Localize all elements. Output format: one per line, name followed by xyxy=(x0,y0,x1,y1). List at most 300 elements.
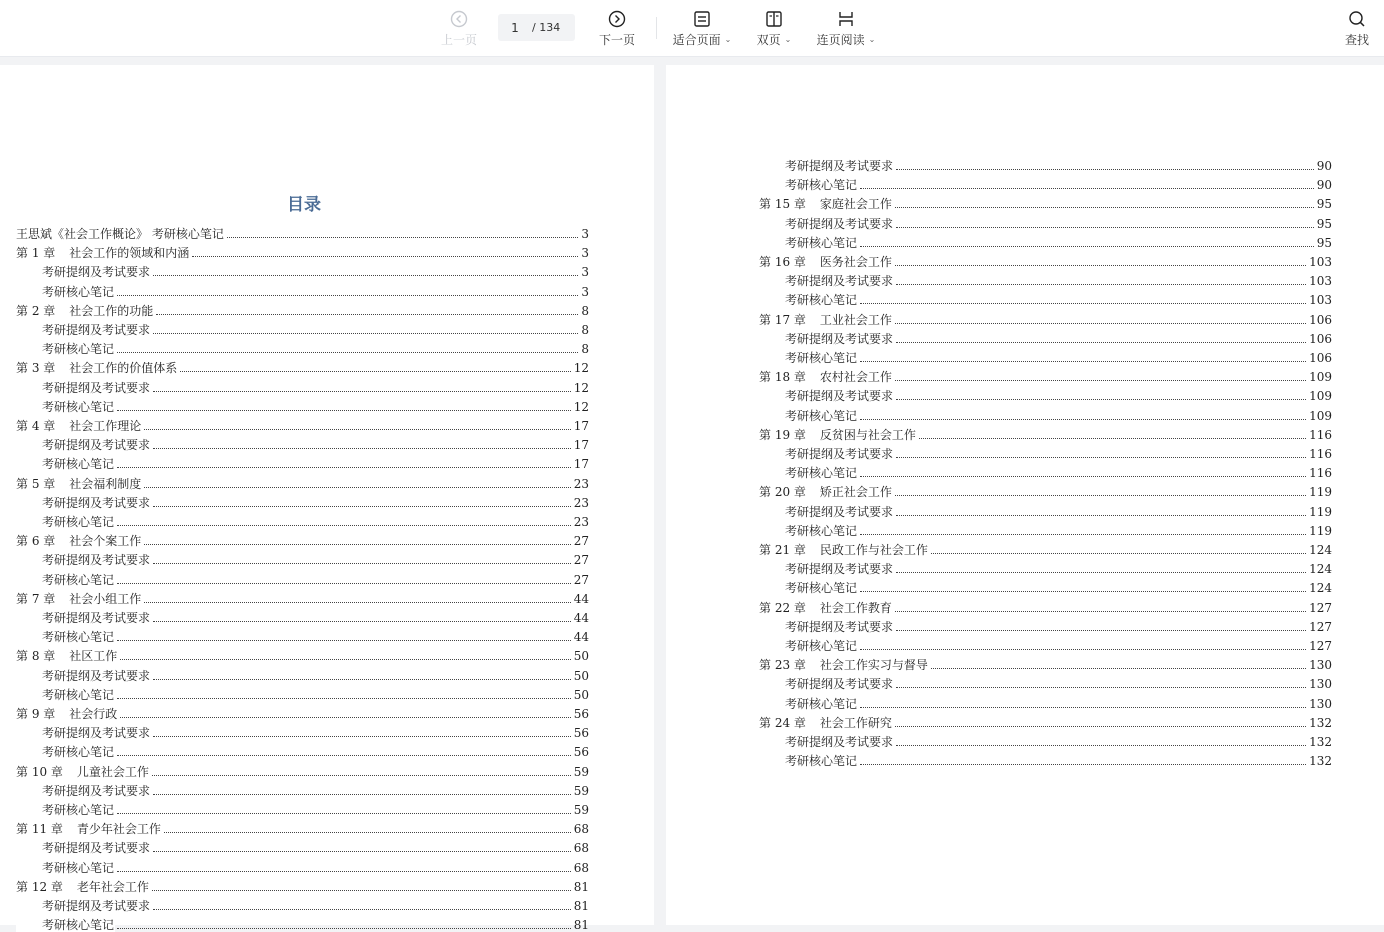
toc-entry-title: 考研核心笔记 xyxy=(42,572,115,587)
toc-leader-dots xyxy=(117,871,571,872)
toc-subentry[interactable] xyxy=(16,510,589,529)
toc-entry-title: 社会工作的价值体系 xyxy=(69,361,178,376)
toc-page-number: 8 xyxy=(581,303,589,318)
prev-page-label: 上一页 xyxy=(440,33,477,47)
toc-subentry[interactable] xyxy=(16,260,589,279)
toc-subentry[interactable] xyxy=(759,173,1332,192)
toc-entry[interactable] xyxy=(759,653,1332,672)
toc-leader-dots xyxy=(860,303,1306,304)
toc-entry-title: 考研提纲及考试要求 xyxy=(785,447,894,461)
toc-leader-dots xyxy=(931,553,1306,554)
toc-subentry[interactable] xyxy=(16,836,589,855)
toc-subentry[interactable] xyxy=(16,395,589,414)
toc-page-number: 116 xyxy=(1309,447,1332,461)
toc-leader-dots xyxy=(895,323,1306,324)
toc-page-number: 27 xyxy=(573,553,589,568)
toc-leader-dots xyxy=(117,755,571,756)
toc-entry[interactable] xyxy=(16,414,589,433)
chevron-down-icon: ⌄ xyxy=(724,35,732,44)
toc-subentry[interactable] xyxy=(759,576,1332,595)
toc-page-number: 68 xyxy=(573,860,589,875)
toc-leader-dots xyxy=(117,410,571,411)
document-page-left xyxy=(0,65,654,932)
toc-entry-title: 考研提纲及考试要求 xyxy=(785,677,894,692)
toc-entry-title: 青少年社会工作 xyxy=(76,822,161,837)
toc-page-number: 3 xyxy=(581,227,589,241)
toc-chapter-number: 第 10 章 xyxy=(16,764,63,779)
toc-entry-title: 考研核心笔记 xyxy=(785,639,858,653)
toc-page-number: 127 xyxy=(1309,619,1332,634)
toc-entry[interactable] xyxy=(16,587,589,606)
toc-leader-dots xyxy=(895,265,1306,266)
toc-entry-title: 考研提纲及考试要求 xyxy=(785,274,894,289)
toc-subentry[interactable] xyxy=(759,519,1332,538)
toc-page-number: 23 xyxy=(573,515,589,529)
toc-page-number: 119 xyxy=(1309,523,1332,538)
toc-page-number: 50 xyxy=(573,668,589,683)
toc-chapter-number: 第 2 章 xyxy=(16,303,56,318)
toc-entry-title: 考研提纲及考试要求 xyxy=(785,504,894,519)
toc-leader-dots xyxy=(860,246,1314,247)
toc-entry-title: 考研核心笔记 xyxy=(42,860,115,875)
toc-leader-dots xyxy=(860,707,1306,708)
page-total: / 134 xyxy=(532,21,561,34)
toc-entry[interactable] xyxy=(759,192,1332,211)
toc-entry[interactable] xyxy=(16,875,589,894)
toc-title: 目录 xyxy=(287,195,321,215)
fit-page-label: 适合页面 xyxy=(672,33,721,47)
toc-chapter-number: 第 4 章 xyxy=(16,419,56,433)
toc-subentry[interactable] xyxy=(16,491,589,510)
toc-entry-title: 考研核心笔记 xyxy=(785,351,858,365)
toc-chapter-number: 第 20 章 xyxy=(759,485,806,500)
toc-leader-dots xyxy=(117,352,578,353)
toc-page-number: 56 xyxy=(573,726,589,741)
toc-entry-title: 考研核心笔记 xyxy=(42,630,115,645)
toc-entry[interactable] xyxy=(759,250,1332,269)
toc-subentry[interactable] xyxy=(16,452,589,471)
toc-entry-title: 社会工作研究 xyxy=(819,715,892,730)
toc-entry-title: 矫正社会工作 xyxy=(819,485,892,500)
toc-entry-title: 考研提纲及考试要求 xyxy=(785,216,894,231)
fit-page-icon xyxy=(693,8,711,30)
toc-chapter-number: 第 15 章 xyxy=(759,197,806,212)
toc-leader-dots xyxy=(120,717,570,718)
toc-page-number: 119 xyxy=(1309,504,1332,519)
toc-leader-dots xyxy=(860,419,1306,420)
toc-subentry[interactable] xyxy=(759,749,1332,768)
toc-subentry[interactable] xyxy=(759,346,1332,365)
toc-entry-title: 考研提纲及考试要求 xyxy=(42,323,151,337)
toc-page-number: 68 xyxy=(573,841,589,856)
toc-leader-dots xyxy=(180,371,570,372)
toc-chapter-number: 第 21 章 xyxy=(759,543,806,557)
toc-page-number: 12 xyxy=(573,380,589,395)
toc-entry-title: 社会行政 xyxy=(69,707,118,721)
toc-entry-title: 考研核心笔记 xyxy=(785,235,858,250)
toc-leader-dots xyxy=(117,813,571,814)
toc-page-number: 109 xyxy=(1309,408,1332,423)
double-page-dropdown[interactable] xyxy=(755,8,793,50)
toc-leader-dots xyxy=(896,399,1306,400)
toc-entry-title: 反贫困与社会工作 xyxy=(819,427,916,442)
toc-chapter-number: 第 22 章 xyxy=(759,600,806,615)
toc-leader-dots xyxy=(896,169,1314,170)
toc-chapter-number: 第 8 章 xyxy=(16,649,56,664)
toc-leader-dots xyxy=(144,429,570,430)
toc-leader-dots xyxy=(117,640,571,641)
toc-entry-title: 考研核心笔记 xyxy=(785,523,858,538)
toc-page-number: 17 xyxy=(573,438,589,453)
toc-entry[interactable] xyxy=(16,817,589,836)
toc-entry-title: 社区工作 xyxy=(69,649,118,664)
toc-page-number: 3 xyxy=(581,284,589,299)
toc-entry[interactable] xyxy=(16,702,589,721)
toc-entry-title: 考研核心笔记 xyxy=(42,687,115,702)
toc-leader-dots xyxy=(153,909,571,910)
toc-entry-title: 儿童社会工作 xyxy=(76,764,149,779)
toc-chapter-number: 第 7 章 xyxy=(16,591,56,606)
toc-subentry[interactable] xyxy=(16,740,589,759)
toc-entry[interactable] xyxy=(16,529,589,548)
toc-page-number: 119 xyxy=(1309,485,1332,500)
toc-entry-title: 社会小组工作 xyxy=(69,591,142,606)
toc-entry-title: 考研提纲及考试要求 xyxy=(42,380,151,395)
toc-entry-title: 考研核心笔记 xyxy=(42,803,115,817)
toc-chapter-number: 第 12 章 xyxy=(16,879,63,894)
toc-leader-dots xyxy=(896,572,1306,573)
toc-subentry[interactable] xyxy=(16,280,589,299)
chevron-down-icon: ⌄ xyxy=(784,35,792,44)
toc-subentry[interactable] xyxy=(16,894,589,913)
toc-subentry[interactable] xyxy=(16,721,589,740)
toc-leader-dots xyxy=(895,726,1306,727)
toc-page-number: 106 xyxy=(1309,312,1332,327)
toc-page-number: 17 xyxy=(573,457,589,472)
prev-page-button[interactable] xyxy=(440,8,478,50)
toc-leader-dots xyxy=(895,611,1306,612)
toc-page-number: 59 xyxy=(573,803,589,817)
toc-entry[interactable] xyxy=(16,644,589,663)
toc-leader-dots xyxy=(144,487,570,488)
toc-page-number: 27 xyxy=(573,572,589,587)
toc-subentry[interactable] xyxy=(759,404,1332,423)
continuous-read-label: 连页阅读 xyxy=(816,33,865,47)
toc-subentry[interactable] xyxy=(16,606,589,625)
toc-entry-title: 考研核心笔记 xyxy=(42,457,115,472)
toc-page-number: 124 xyxy=(1309,543,1332,557)
search-button[interactable] xyxy=(1344,8,1370,50)
toc-entry-title: 考研核心笔记 xyxy=(42,515,115,529)
toc-subentry[interactable] xyxy=(759,212,1332,231)
toc-entry[interactable] xyxy=(759,538,1332,557)
toc-entry-title: 家庭社会工作 xyxy=(819,197,892,212)
toc-entry-title: 社会工作理论 xyxy=(69,419,142,433)
toc-leader-dots xyxy=(860,188,1314,189)
toc-leader-dots xyxy=(192,256,578,257)
toc-subentry[interactable] xyxy=(759,461,1332,480)
toc-entry-title: 医务社会工作 xyxy=(819,255,892,269)
toc-entry-title: 考研提纲及考试要求 xyxy=(42,899,151,913)
toc-subentry[interactable] xyxy=(759,692,1332,711)
toc-page-number: 106 xyxy=(1309,331,1332,346)
toc-chapter-number: 第 18 章 xyxy=(759,370,806,385)
toc-entry-title: 考研核心笔记 xyxy=(42,745,115,760)
toc-leader-dots xyxy=(860,534,1306,535)
page-indicator xyxy=(498,14,575,41)
toc-subentry[interactable] xyxy=(759,557,1332,576)
toc-page-number: 130 xyxy=(1309,658,1332,673)
toc-page-number: 44 xyxy=(573,591,589,606)
toc-page-number: 90 xyxy=(1316,178,1332,193)
toc-leader-dots xyxy=(153,679,571,680)
toc-leader-dots xyxy=(153,851,571,852)
toc-entry-title: 考研核心笔记 xyxy=(785,754,858,769)
toc-leader-dots xyxy=(153,736,571,737)
toolbar xyxy=(0,0,1384,57)
toc-entry[interactable] xyxy=(16,760,589,779)
toc-leader-dots xyxy=(895,495,1306,496)
toc-entry-title: 社会工作的领域和内涵 xyxy=(69,246,190,261)
search-label: 查找 xyxy=(1344,33,1369,47)
toc-page-number: 23 xyxy=(573,495,589,510)
toc-page-number: 130 xyxy=(1309,677,1332,692)
toc-leader-dots xyxy=(895,207,1314,208)
toc-entry-title: 社会工作实习与督导 xyxy=(819,658,928,673)
toc-subentry[interactable] xyxy=(759,442,1332,461)
toc-entry[interactable] xyxy=(759,596,1332,615)
toc-subentry[interactable] xyxy=(759,672,1332,691)
toc-subentry[interactable] xyxy=(16,798,589,817)
toc-subentry[interactable] xyxy=(759,269,1332,288)
toc-leader-dots xyxy=(153,275,578,276)
toc-entry-title: 考研核心笔记 xyxy=(785,696,858,711)
toc-subentry[interactable] xyxy=(759,615,1332,634)
toc-subentry[interactable] xyxy=(16,376,589,395)
toc-page-number: 8 xyxy=(581,342,589,357)
toc-entry-title: 考研提纲及考试要求 xyxy=(42,265,151,280)
toc-leader-dots xyxy=(153,333,578,334)
double-page-icon xyxy=(765,8,783,30)
toc-leader-dots xyxy=(896,630,1306,631)
toc-entry[interactable] xyxy=(759,711,1332,730)
toc-entry[interactable] xyxy=(759,308,1332,327)
toc-entry-title: 考研提纲及考试要求 xyxy=(42,611,151,625)
toc-page-number: 124 xyxy=(1309,562,1332,577)
toc-entry-title: 考研提纲及考试要求 xyxy=(785,331,894,346)
toc-entry-title: 社会个案工作 xyxy=(69,534,142,549)
toc-page-number: 116 xyxy=(1309,466,1332,481)
toc-entry[interactable] xyxy=(759,480,1332,499)
toc-leader-dots xyxy=(117,928,571,929)
toc-page-number: 27 xyxy=(573,534,589,549)
continuous-icon xyxy=(837,8,855,30)
toc-leader-dots xyxy=(164,832,571,833)
continuous-read-dropdown[interactable] xyxy=(815,8,877,50)
toc-subentry[interactable] xyxy=(16,548,589,567)
toc-page-number: 12 xyxy=(573,399,589,414)
toc-page-number: 50 xyxy=(573,649,589,664)
toc-page-number: 68 xyxy=(573,822,589,837)
toc-subentry[interactable] xyxy=(16,568,589,587)
toc-subentry[interactable] xyxy=(759,154,1332,173)
double-page-label: 双页 xyxy=(756,33,781,47)
toc-entry-title: 考研核心笔记 xyxy=(785,293,858,308)
toc-page-number: 95 xyxy=(1316,197,1332,212)
document-viewer xyxy=(0,63,1384,932)
toc-page-number: 50 xyxy=(573,687,589,702)
toc-subentry[interactable] xyxy=(759,288,1332,307)
toc-leader-dots xyxy=(896,745,1306,746)
toc-page-number: 81 xyxy=(573,918,589,932)
toc-leader-dots xyxy=(896,515,1306,516)
toc-entry[interactable] xyxy=(16,222,589,241)
toc-entry-title: 社会工作的功能 xyxy=(69,303,154,318)
toc-page-number: 8 xyxy=(581,323,589,337)
next-page-button[interactable] xyxy=(598,8,636,50)
toc-leader-dots xyxy=(153,794,571,795)
toc-subentry[interactable] xyxy=(16,433,589,452)
toc-subentry[interactable] xyxy=(759,500,1332,519)
toc-page-number: 132 xyxy=(1309,754,1332,769)
toc-leader-dots xyxy=(860,361,1306,362)
toc-page-number: 59 xyxy=(573,783,589,798)
toc-page-number: 12 xyxy=(573,361,589,376)
toc-subentry[interactable] xyxy=(759,327,1332,346)
toc-leader-dots xyxy=(860,476,1306,477)
toc-subentry[interactable] xyxy=(16,683,589,702)
toc-leader-dots xyxy=(860,591,1306,592)
toc-subentry[interactable] xyxy=(16,625,589,644)
toc-entry[interactable] xyxy=(759,365,1332,384)
toc-leader-dots xyxy=(860,649,1306,650)
toolbar-divider xyxy=(656,17,657,39)
toc-page-number: 132 xyxy=(1309,735,1332,749)
toc-page-number: 127 xyxy=(1309,639,1332,653)
toc-page-number: 106 xyxy=(1309,351,1332,365)
toc-page-number: 124 xyxy=(1309,581,1332,596)
toc-subentry[interactable] xyxy=(16,913,589,932)
toc-entry-title: 考研提纲及考试要求 xyxy=(42,495,151,510)
toc-page-number: 44 xyxy=(573,611,589,625)
toc-subentry[interactable] xyxy=(16,318,589,337)
toc-chapter-number: 第 1 章 xyxy=(16,246,56,261)
toc-page-number: 103 xyxy=(1309,255,1332,269)
toc-page-number: 81 xyxy=(573,879,589,894)
toc-entry-title: 考研核心笔记 xyxy=(42,399,115,414)
toc-subentry[interactable] xyxy=(16,664,589,683)
toc-entry-title: 考研提纲及考试要求 xyxy=(42,783,151,798)
toc-entry[interactable] xyxy=(16,299,589,318)
next-page-label: 下一页 xyxy=(598,33,635,47)
toc-leader-dots xyxy=(896,284,1306,285)
toc-leader-dots xyxy=(153,563,571,564)
toc-entry-title: 民政工作与社会工作 xyxy=(819,543,928,557)
toc-chapter-number: 第 16 章 xyxy=(759,255,806,269)
page-number-input[interactable] xyxy=(498,14,532,41)
toc-entry-title: 考研核心笔记 xyxy=(785,581,858,596)
toc-subentry[interactable] xyxy=(759,384,1332,403)
toc-entry-title: 考研提纲及考试要求 xyxy=(42,438,151,453)
prev-page-icon xyxy=(450,8,468,30)
toc-leader-dots xyxy=(117,525,571,526)
toc-page-number: 103 xyxy=(1309,274,1332,289)
toc-leader-dots xyxy=(144,544,570,545)
toc-entry[interactable] xyxy=(16,472,589,491)
toc-entry-title: 考研核心笔记 xyxy=(785,408,858,423)
document-page-right xyxy=(666,65,1384,925)
next-page-icon xyxy=(608,8,626,30)
toc-entry-title: 考研提纲及考试要求 xyxy=(42,553,151,568)
toc-page-number: 3 xyxy=(581,265,589,280)
toc-leader-dots xyxy=(156,314,578,315)
toc-page-number: 95 xyxy=(1316,235,1332,250)
toc-page-number: 103 xyxy=(1309,293,1332,308)
toc-leader-dots xyxy=(117,295,578,296)
toc-leader-dots xyxy=(144,602,570,603)
toc-entry-title: 考研核心笔记 xyxy=(785,466,858,481)
toc-leader-dots xyxy=(117,698,571,699)
toc-chapter-number: 第 23 章 xyxy=(759,658,806,673)
toc-page-number: 95 xyxy=(1316,216,1332,231)
toc-entry-title: 老年社会工作 xyxy=(76,879,149,894)
toc-entry-title: 王思斌《社会工作概论》 考研核心笔记 xyxy=(16,227,224,241)
toc-entry-title: 农村社会工作 xyxy=(819,370,892,385)
toc-chapter-number: 第 11 章 xyxy=(16,822,63,837)
toc-entry-title: 工业社会工作 xyxy=(819,312,892,327)
toc-leader-dots xyxy=(152,775,571,776)
toc-subentry[interactable] xyxy=(16,337,589,356)
toc-entry-title: 考研提纲及考试要求 xyxy=(785,389,894,404)
chevron-down-icon: ⌄ xyxy=(868,35,876,44)
toc-entry-title: 考研提纲及考试要求 xyxy=(42,841,151,856)
toc-leader-dots xyxy=(896,687,1306,688)
toc-subentry[interactable] xyxy=(16,856,589,875)
toc-page-number: 130 xyxy=(1309,696,1332,711)
toc-subentry[interactable] xyxy=(16,779,589,798)
toc-page-number: 116 xyxy=(1309,427,1332,442)
toc-entry-title: 社会工作教育 xyxy=(819,600,892,615)
toc-leader-dots xyxy=(152,890,571,891)
toc-chapter-number: 第 9 章 xyxy=(16,707,56,721)
toc-page-number: 59 xyxy=(573,764,589,779)
toc-entry-title: 考研提纲及考试要求 xyxy=(785,619,894,634)
toc-page-number: 44 xyxy=(573,630,589,645)
toc-page-number: 132 xyxy=(1309,715,1332,730)
toc-subentry[interactable] xyxy=(759,634,1332,653)
toc-subentry[interactable] xyxy=(759,231,1332,250)
toc-entry[interactable] xyxy=(759,423,1332,442)
toc-entry-title: 社会福利制度 xyxy=(69,476,142,491)
toc-chapter-number: 第 5 章 xyxy=(16,476,56,491)
toc-leader-dots xyxy=(860,764,1306,765)
toc-leader-dots xyxy=(895,380,1306,381)
toc-entry-title: 考研提纲及考试要求 xyxy=(42,668,151,683)
toc-leader-dots xyxy=(153,391,571,392)
toc-entry[interactable] xyxy=(16,356,589,375)
toc-chapter-number: 第 6 章 xyxy=(16,534,56,549)
toc-leader-dots xyxy=(117,467,571,468)
toc-page-number: 3 xyxy=(581,246,589,261)
toc-page-number: 56 xyxy=(573,707,589,721)
toc-entry[interactable] xyxy=(16,241,589,260)
toc-subentry[interactable] xyxy=(759,730,1332,749)
toc-leader-dots xyxy=(896,342,1306,343)
toc-entry-title: 考研提纲及考试要求 xyxy=(785,735,894,749)
toc-leader-dots xyxy=(919,438,1306,439)
toc-leader-dots xyxy=(896,227,1314,228)
fit-page-dropdown[interactable] xyxy=(671,8,733,50)
